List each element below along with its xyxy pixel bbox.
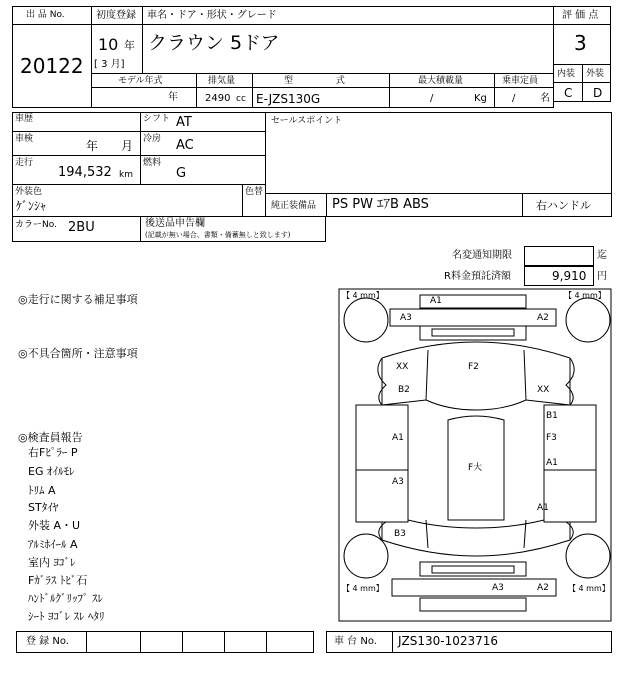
shift-value: AT <box>176 115 192 130</box>
damage-mark: A3 <box>400 313 412 323</box>
mileage-label: 走行 <box>15 158 34 168</box>
damage-mark: F大 <box>468 463 483 473</box>
docs-label: 後送品申告欄 <box>145 218 205 229</box>
inspection-year-unit: 年 <box>86 139 99 153</box>
tread-rear-left: 【 4 mm】 <box>342 584 384 593</box>
fuel-value: G <box>176 166 187 181</box>
chassis-number: JZS130-1023716 <box>398 634 499 648</box>
lot-label: 出 品 No. <box>26 10 65 20</box>
inspector-line: ｼｰﾄ ﾖｺﾞﾚ ｽﾚ ﾍﾀﾘ <box>28 610 105 623</box>
inspector-line: Fｶﾞﾗｽ ﾄﾋﾞ石 <box>28 574 88 587</box>
docs-note: (記載が無い場合、書類・備蓄無しと致します) <box>145 231 291 239</box>
lot-number: 20122 <box>20 54 84 78</box>
inspection-label: 車検 <box>15 134 34 144</box>
sales-point-label: セールスポイント <box>271 116 343 126</box>
exterior-label: 外装 <box>586 69 605 79</box>
capacity-sep: / <box>512 93 516 104</box>
inspector-line: ﾊﾝﾄﾞﾙｸﾞﾘｯﾌﾟ ｽﾚ <box>28 592 103 605</box>
recycle-fee-label: R料金預託済額 <box>444 271 511 282</box>
tread-rear-right: 【 4 mm】 <box>568 584 610 593</box>
mileage-value: 194,532 <box>58 165 112 180</box>
inspector-report-label: ◎検査員報告 <box>18 431 83 444</box>
damage-mark: F3 <box>546 433 557 443</box>
max-load-sep: / <box>430 93 434 104</box>
mileage-unit: km <box>119 170 133 180</box>
damage-mark: A1 <box>392 433 404 443</box>
damage-mark: A3 <box>392 477 404 487</box>
damage-mark: A1 <box>537 503 549 513</box>
model-year-label: モデル年式 <box>118 76 163 86</box>
color-value: ｹﾞﾝｼｬ <box>16 199 47 213</box>
first-reg-year: 10 <box>98 35 119 54</box>
ac-label: 冷房 <box>143 134 162 144</box>
type-label: 型 式 <box>284 76 345 86</box>
inspector-line: ﾄﾘﾑ A <box>28 484 56 497</box>
displacement-label: 排気量 <box>208 76 236 86</box>
inspection-month-unit: 月 <box>121 139 134 153</box>
damage-mark: F2 <box>468 362 479 372</box>
inspector-line: 外装 A・U <box>28 519 81 532</box>
recycle-fee-value: 9,910 <box>552 269 587 283</box>
displacement-unit: cc <box>236 94 246 104</box>
interior-label: 内装 <box>557 69 576 79</box>
inspector-line: EG ｵｲﾙﾓﾚ <box>28 465 75 478</box>
ac-value: AC <box>176 138 194 153</box>
transfer-deadline-label: 名変通知期限 <box>452 250 512 261</box>
car-name: クラウン 5ドア <box>148 32 280 54</box>
tread-front-left: 【 4 mm】 <box>342 291 384 300</box>
inspector-line: STﾀｲﾔ <box>28 501 59 514</box>
damage-mark: B2 <box>398 385 410 395</box>
max-load-label: 最大積載量 <box>418 76 464 86</box>
tread-front-right: 【 4 mm】 <box>564 291 606 300</box>
driving-notes-label: ◎走行に関する補足事項 <box>18 293 138 306</box>
first-reg-month: [ 3 月] <box>94 59 125 70</box>
registration-label: 登 録 No. <box>26 636 69 647</box>
displacement-value: 2490 <box>205 93 231 104</box>
damage-mark: A2 <box>537 313 549 323</box>
recycle-fee-unit: 円 <box>597 271 607 282</box>
max-load-unit: Kg <box>474 93 487 104</box>
fuel-label: 燃料 <box>143 158 162 168</box>
first-reg-year-unit: 年 <box>124 39 135 52</box>
interior-grade: C <box>564 86 573 100</box>
damage-mark: A3 <box>492 583 504 593</box>
first-reg-label: 初度登録 <box>96 10 136 21</box>
shift-label: シフト <box>143 114 171 124</box>
capacity-unit: 名 <box>540 93 550 104</box>
damage-mark: A1 <box>546 458 558 468</box>
damage-mark: XX <box>396 362 409 372</box>
capacity-label: 乗車定員 <box>502 76 539 86</box>
grade-label: 評 価 点 <box>562 10 599 21</box>
damage-mark: A1 <box>430 296 442 306</box>
color-no-label: カラーNo. <box>15 220 57 230</box>
handle-value: 右ハンドル <box>536 199 591 212</box>
damage-mark: XX <box>537 385 550 395</box>
model-year-unit: 年 <box>168 92 178 103</box>
inspector-line: ｱﾙﾐﾎｲｰﾙ A <box>28 538 78 551</box>
color-no-value: 2BU <box>68 220 95 235</box>
damage-mark: B3 <box>394 529 406 539</box>
damage-mark: A2 <box>537 583 549 593</box>
equipment-value: PS PW ｴｱB ABS <box>332 197 429 212</box>
color-label: 外装色 <box>15 187 43 197</box>
exterior-grade: D <box>593 86 603 100</box>
inspector-line: 室内 ﾖｺﾞﾚ <box>28 556 76 569</box>
color-change-label: 色替 <box>245 187 264 197</box>
equipment-label: 純正装備品 <box>271 201 317 211</box>
car-name-label: 車名・ドア・形状・グレード <box>147 10 277 21</box>
defect-notes-label: ◎不具合箇所・注意事項 <box>18 347 138 360</box>
transfer-deadline-unit: 迄 <box>597 250 607 261</box>
type-value: E-JZS130G <box>256 92 321 106</box>
history-label: 車歴 <box>15 114 34 124</box>
inspector-line: 右Fﾋﾟﾗｰ P <box>28 446 78 459</box>
grade-score: 3 <box>574 31 587 55</box>
damage-mark: B1 <box>546 411 558 421</box>
chassis-label: 車 台 No. <box>334 636 377 647</box>
